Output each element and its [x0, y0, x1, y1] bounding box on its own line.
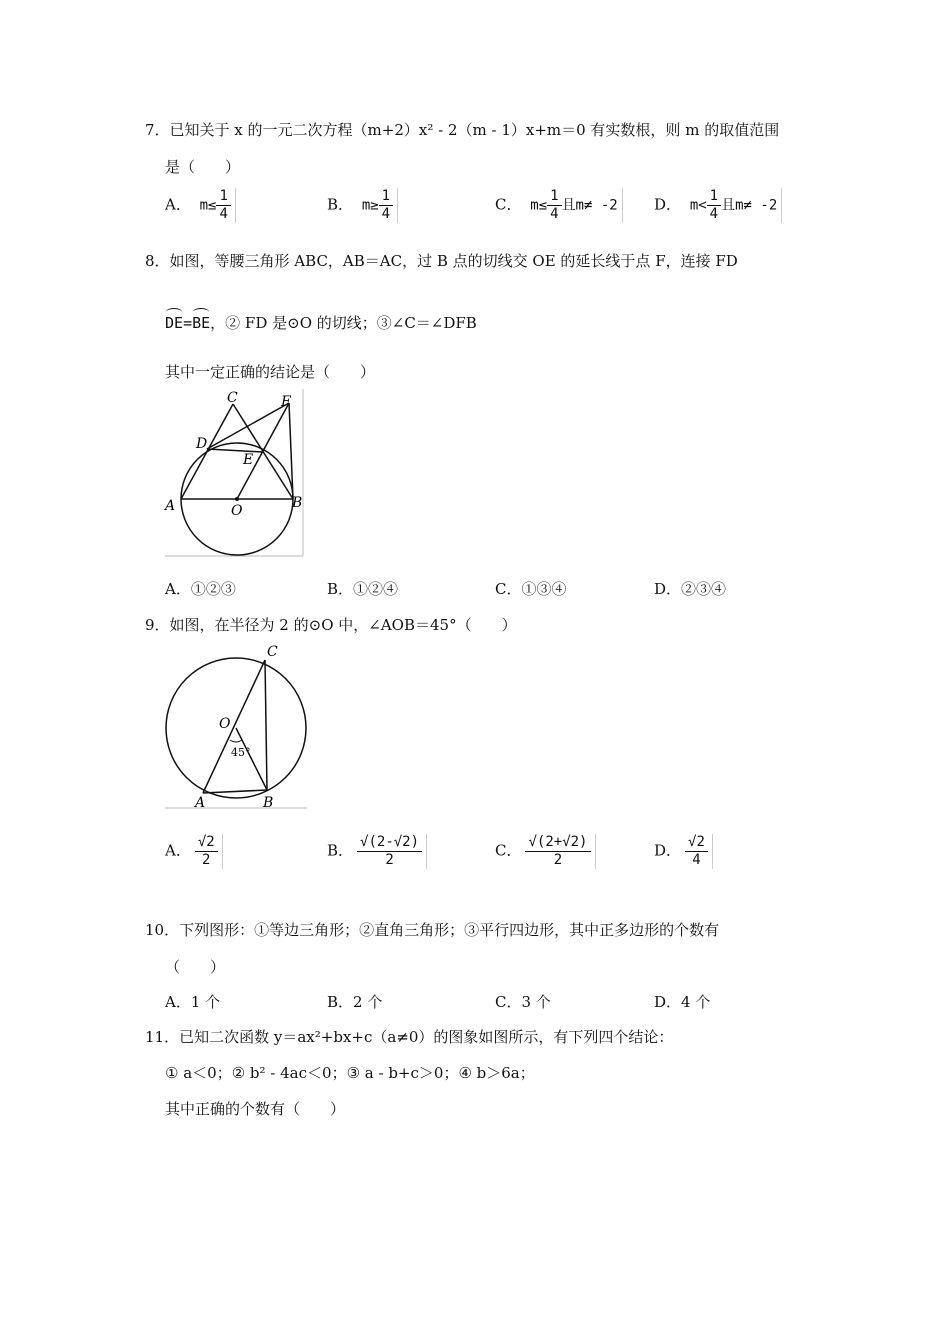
q9-option-c: C． $\frac{√(2+√2)}{2}$ — [495, 834, 596, 869]
q7-option-a-expr: m≤ $\frac{1}{4}$ — [196, 188, 236, 223]
q8-center-dot — [235, 497, 239, 501]
q9-label-angle: 45° — [231, 746, 251, 759]
q9-figure — [163, 640, 309, 812]
q9-label-c: C — [267, 644, 278, 660]
q7-option-c: C． m≤ $\frac{1}{4}$ 且m≠ -2 — [495, 188, 623, 223]
q9-line-ab — [203, 790, 267, 793]
q8-label-b: B — [292, 495, 303, 511]
q10-option-a: A．1 个 — [165, 993, 221, 1011]
q8-option-d: D．②③④ — [654, 580, 727, 598]
q7-option-c-expr: m≤ $\frac{1}{4}$ 且m≠ -2 — [526, 188, 622, 223]
q11-stem-line1: 11．已知二次函数 y＝ax²+bx+c（a≠0）的图象如图所示，有下列四个结论： — [145, 1028, 674, 1046]
q9-option-a: A． $\frac{√2}{2}$ — [165, 834, 223, 869]
q9-option-a-frac: $\frac{√2}{2}$ — [191, 834, 223, 869]
q8-arc-be: BE — [192, 314, 211, 332]
q9-label-o: O — [219, 716, 231, 732]
q10-stem-line2: （ ） — [165, 958, 226, 976]
q10-option-c: C．3 个 — [495, 993, 551, 1011]
q9-line-cb — [265, 660, 267, 790]
q8-label-d: D — [196, 436, 208, 452]
q8-stem-line2: DE=BE，② FD 是⊙O 的切线；③∠C＝∠DFB — [165, 314, 477, 332]
q7-option-d-expr: m< $\frac{1}{4}$ 且m≠ -2 — [686, 188, 782, 223]
q7-option-b-expr: m≥ $\frac{1}{4}$ — [358, 188, 398, 223]
q8-label-a: A — [165, 498, 176, 514]
q7-option-a: A． m≤ $\frac{1}{4}$ — [165, 188, 236, 223]
q9-line-ca — [203, 660, 265, 793]
q9-label-b: B — [263, 795, 274, 811]
q9-stem-line1: 9．如图，在半径为 2 的⊙O 中，∠AOB＝45°（ ） — [145, 616, 517, 634]
q8-stem-line3: 其中一定正确的结论是（ ） — [165, 363, 376, 381]
q9-option-b-frac: $\frac{√(2-√2)}{2}$ — [353, 834, 427, 869]
q7-option-b: B． m≥ $\frac{1}{4}$ — [327, 188, 398, 223]
q8-label-c: C — [227, 390, 238, 406]
q9-option-c-frac: $\frac{√(2+√2)}{2}$ — [521, 834, 595, 869]
q8-option-a: A．①②③ — [165, 580, 236, 598]
q8-option-c: C．①③④ — [495, 580, 567, 598]
q9-label-a: A — [195, 795, 206, 811]
q8-figure — [163, 386, 305, 558]
q8-label-f: F — [281, 394, 291, 410]
q9-option-b: B． $\frac{√(2-√2)}{2}$ — [327, 834, 427, 869]
q8-label-o: O — [231, 503, 243, 519]
q7-option-d: D． m< $\frac{1}{4}$ 且m≠ -2 — [654, 188, 782, 223]
q7-stem-line1: 7．已知关于 x 的一元二次方程（m+2）x² - 2（m - 1）x+m＝0 有实数根，则 m 的取值范围 — [145, 121, 780, 139]
q10-option-b: B．2 个 — [327, 993, 383, 1011]
q9-angle-arc — [230, 740, 242, 742]
q8-option-b: B．①②④ — [327, 580, 399, 598]
q9-line-ob — [236, 728, 267, 790]
q8-line-de — [207, 449, 263, 452]
q8-label-e: E — [243, 452, 254, 468]
q7-stem-line2: 是（ ） — [165, 158, 241, 176]
q8-arc-de: DE — [165, 314, 184, 332]
q10-option-d: D．4 个 — [654, 993, 711, 1011]
q9-option-d-frac: $\frac{√2}{4}$ — [681, 834, 713, 869]
q9-option-d: D． $\frac{√2}{4}$ — [654, 834, 713, 869]
q10-stem-line1: 10．下列图形：①等边三角形；②直角三角形；③平行四边形，其中正多边形的个数有 — [145, 921, 720, 939]
q8-stem-line1: 8．如图，等腰三角形 ABC，AB＝AC，过 B 点的切线交 OE 的延长线于点 F，连接 FD — [145, 252, 738, 270]
q11-stem-line3: 其中正确的个数有（ ） — [165, 1100, 346, 1118]
q11-stem-line2: ① a＜0；② b² - 4ac＜0；③ a - b+c＞0；④ b＞6a； — [165, 1064, 535, 1082]
